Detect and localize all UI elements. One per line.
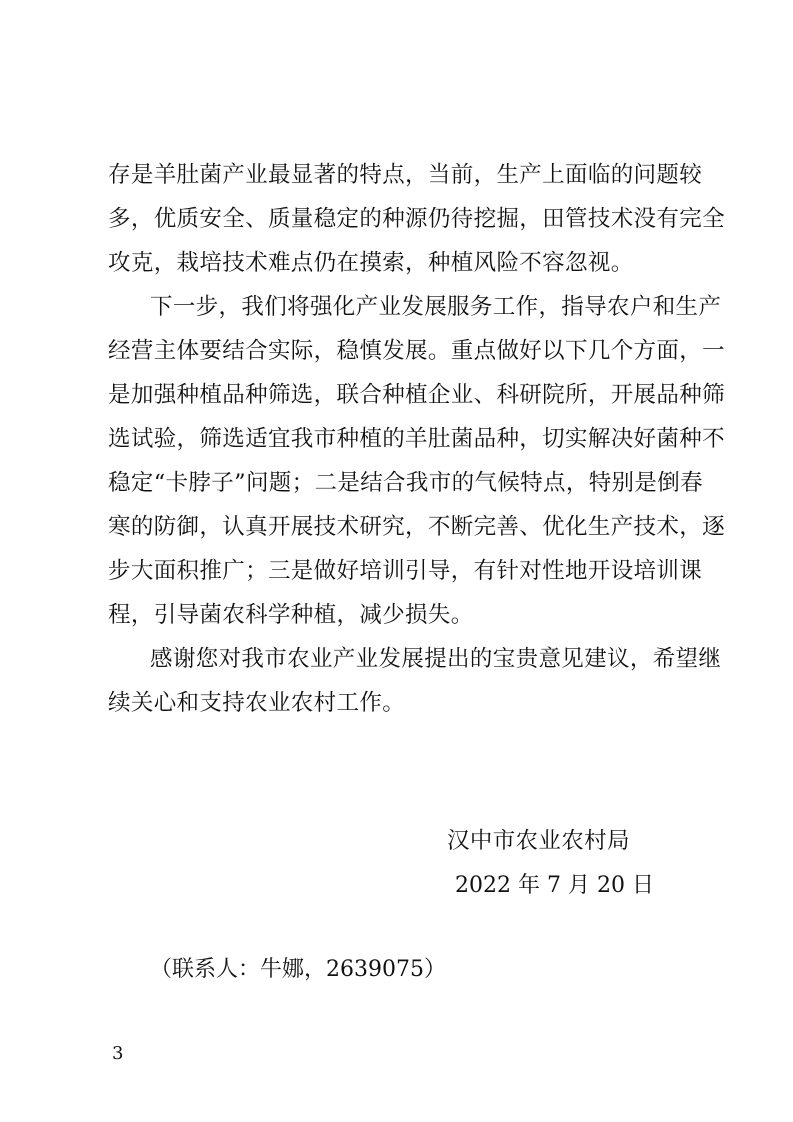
- paragraph-3-line-1: 感谢您对我市农业产业发展提出的宝贵意见建议，希望继: [150, 646, 722, 672]
- paragraph-2-line-4: 选试验，筛选适宜我市种植的羊肚菌品种，切实解决好菌种不: [108, 426, 725, 452]
- paragraph-2-line-1: 下一步，我们将强化产业发展服务工作，指导农户和生产: [150, 294, 722, 320]
- signature-date: 2022 年 7 月 20 日: [455, 873, 654, 898]
- paragraph-1-line-2: 多，优质安全、质量稳定的种源仍待挖掘，田管技术没有完全: [108, 206, 725, 232]
- paragraph-2-line-7: 步大面积推广；三是做好培训引导，有针对性地开设培训课: [108, 558, 703, 584]
- signature-organization: 汉中市农业农村局: [447, 828, 630, 854]
- paragraph-3-line-2: 续关心和支持农业农村工作。: [108, 690, 406, 716]
- paragraph-2-line-6: 寒的防御，认真开展技术研究，不断完善、优化生产技术，逐: [108, 514, 725, 540]
- paragraph-1-line-1: 存是羊肚菌产业最显著的特点，当前，生产上面临的问题较: [108, 162, 703, 188]
- paragraph-2-line-8: 程，引导菌农科学种植，减少损失。: [108, 602, 474, 628]
- paragraph-2-line-5: 稳定“卡脖子”问题；二是结合我市的气候特点，特别是倒春: [108, 470, 703, 496]
- paragraph-2-line-3: 是加强种植品种筛选，联合种植企业、科研院所，开展品种筛: [108, 382, 725, 408]
- contact-info: （联系人：牛娜，2639075）: [150, 957, 446, 982]
- paragraph-2-line-2: 经营主体要结合实际，稳慎发展。重点做好以下几个方面，一: [108, 338, 725, 364]
- page-number: 3: [112, 1043, 124, 1064]
- paragraph-1-line-3: 攻克，栽培技术难点仍在摸索，种植风险不容忽视。: [108, 250, 634, 276]
